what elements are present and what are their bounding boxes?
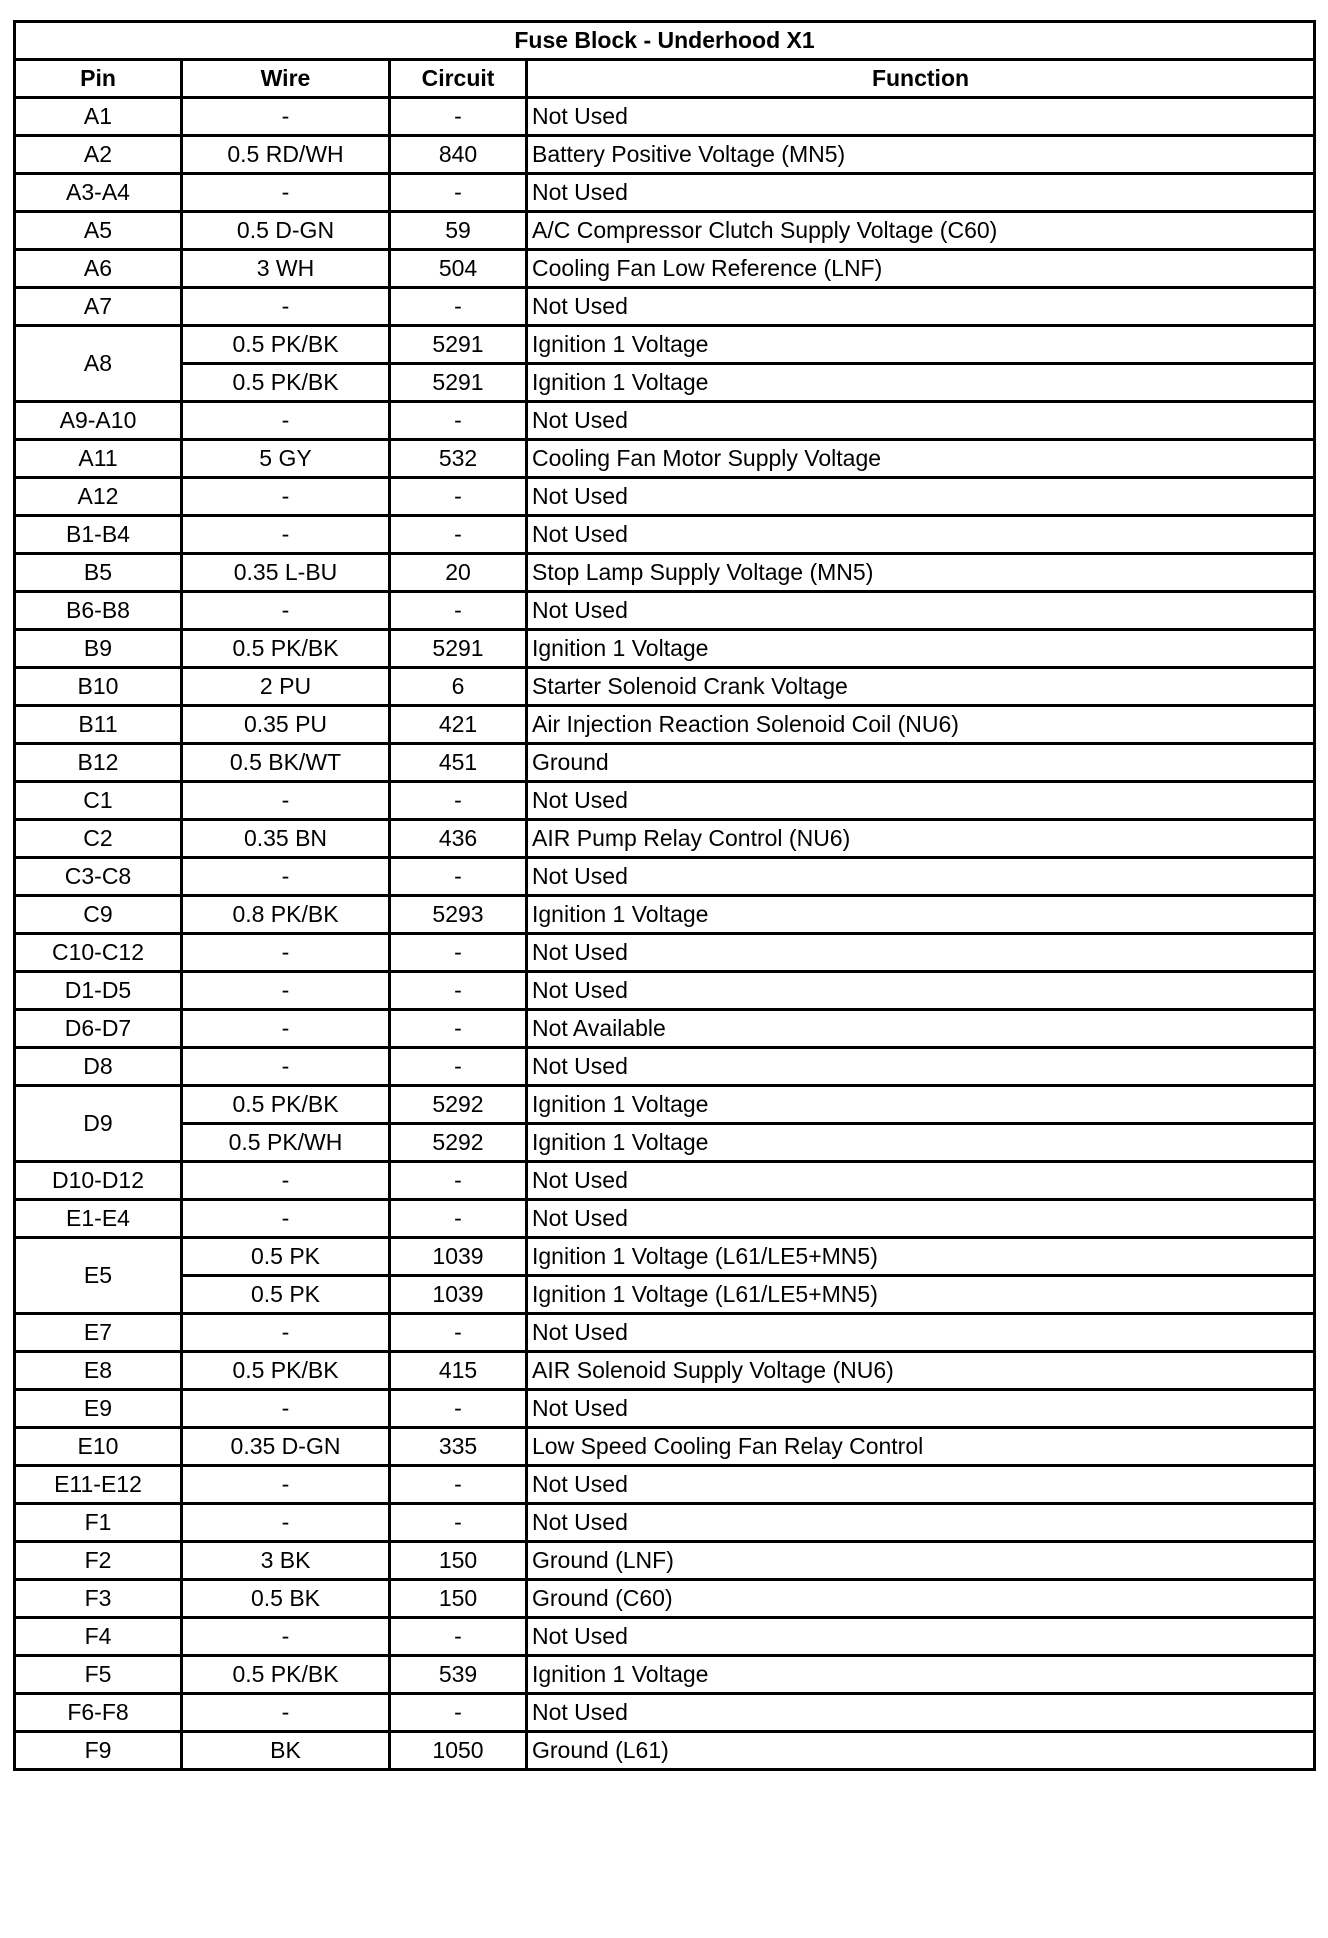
header-function: Function [527, 60, 1315, 98]
table-row [15, 136, 1315, 174]
function-cell: Ground (LNF) [527, 1542, 1315, 1580]
table-row [15, 744, 1315, 782]
table-row [15, 1352, 1315, 1390]
wire-cell: 0.35 D-GN [182, 1428, 390, 1466]
function-cell: Not Used [527, 478, 1315, 516]
wire-cell: 0.5 PK/BK [182, 1086, 390, 1124]
table-row [15, 212, 1315, 250]
circuit-cell: - [390, 1162, 527, 1200]
wire-cell: - [182, 1618, 390, 1656]
table-row [15, 592, 1315, 630]
header-wire: Wire [182, 60, 390, 98]
function-cell: Not Used [527, 1200, 1315, 1238]
function-cell: Ground (C60) [527, 1580, 1315, 1618]
circuit-cell: - [390, 1390, 527, 1428]
circuit-cell: - [390, 1694, 527, 1732]
circuit-cell: 1039 [390, 1276, 527, 1314]
circuit-cell: 6 [390, 668, 527, 706]
table-row [15, 1656, 1315, 1694]
wire-cell: - [182, 174, 390, 212]
pin-cell: F3 [15, 1580, 182, 1618]
function-cell: Not Used [527, 934, 1315, 972]
circuit-cell: - [390, 1200, 527, 1238]
pin-cell: A9-A10 [15, 402, 182, 440]
circuit-cell: 5293 [390, 896, 527, 934]
circuit-cell: - [390, 174, 527, 212]
pin-cell: A1 [15, 98, 182, 136]
pin-cell: C3-C8 [15, 858, 182, 896]
circuit-cell: 5291 [390, 630, 527, 668]
circuit-cell: - [390, 288, 527, 326]
function-cell: Low Speed Cooling Fan Relay Control [527, 1428, 1315, 1466]
table-row [15, 478, 1315, 516]
pin-cell: A7 [15, 288, 182, 326]
pin-cell: A12 [15, 478, 182, 516]
pin-cell: A2 [15, 136, 182, 174]
table-row [15, 1162, 1315, 1200]
table-row [15, 402, 1315, 440]
wire-cell: 5 GY [182, 440, 390, 478]
function-cell: Ignition 1 Voltage [527, 1124, 1315, 1162]
wire-cell: - [182, 402, 390, 440]
table-row [15, 516, 1315, 554]
wire-cell: - [182, 1162, 390, 1200]
function-cell: Ignition 1 Voltage (L61/LE5+MN5) [527, 1276, 1315, 1314]
circuit-cell: 150 [390, 1580, 527, 1618]
table-row [15, 1732, 1315, 1770]
wire-cell: 0.5 PK [182, 1276, 390, 1314]
table-row [15, 554, 1315, 592]
function-cell: Not Used [527, 288, 1315, 326]
circuit-cell: 415 [390, 1352, 527, 1390]
function-cell: AIR Pump Relay Control (NU6) [527, 820, 1315, 858]
wire-cell: BK [182, 1732, 390, 1770]
pin-cell: F2 [15, 1542, 182, 1580]
table-body [15, 98, 1315, 1770]
function-cell: Not Used [527, 98, 1315, 136]
wire-cell: 0.5 PK/BK [182, 364, 390, 402]
pin-cell: D1-D5 [15, 972, 182, 1010]
wire-cell: - [182, 1390, 390, 1428]
pin-cell: C10-C12 [15, 934, 182, 972]
pin-cell: B5 [15, 554, 182, 592]
wire-cell: 3 BK [182, 1542, 390, 1580]
wire-cell: - [182, 1504, 390, 1542]
wire-cell: 2 PU [182, 668, 390, 706]
table-row [15, 1618, 1315, 1656]
pin-cell: B6-B8 [15, 592, 182, 630]
table-row [15, 782, 1315, 820]
circuit-cell: 5292 [390, 1124, 527, 1162]
function-cell: Ground (L61) [527, 1732, 1315, 1770]
wire-cell: 0.35 BN [182, 820, 390, 858]
function-cell: Not Used [527, 1162, 1315, 1200]
circuit-cell: 1050 [390, 1732, 527, 1770]
circuit-cell: - [390, 782, 527, 820]
table-row [15, 1200, 1315, 1238]
circuit-cell: - [390, 1504, 527, 1542]
wire-cell: - [182, 516, 390, 554]
pin-cell: D6-D7 [15, 1010, 182, 1048]
wire-cell: 0.5 D-GN [182, 212, 390, 250]
function-cell: Air Injection Reaction Solenoid Coil (NU6) [527, 706, 1315, 744]
pin-cell: F5 [15, 1656, 182, 1694]
pin-cell: E9 [15, 1390, 182, 1428]
function-cell: Ignition 1 Voltage [527, 1656, 1315, 1694]
wire-cell: 0.5 PK/BK [182, 326, 390, 364]
circuit-cell: 1039 [390, 1238, 527, 1276]
wire-cell: 0.5 PK/BK [182, 1352, 390, 1390]
pin-cell: B1-B4 [15, 516, 182, 554]
table-row [15, 972, 1315, 1010]
table-row [15, 440, 1315, 478]
wire-cell: 0.35 L-BU [182, 554, 390, 592]
pin-cell: E5 [15, 1238, 182, 1314]
function-cell: Not Available [527, 1010, 1315, 1048]
table-title: Fuse Block - Underhood X1 [15, 22, 1315, 60]
function-cell: Not Used [527, 592, 1315, 630]
circuit-cell: 539 [390, 1656, 527, 1694]
table-row [15, 1542, 1315, 1580]
circuit-cell: - [390, 478, 527, 516]
circuit-cell: - [390, 858, 527, 896]
table-row [15, 1694, 1315, 1732]
function-cell: Not Used [527, 782, 1315, 820]
pin-cell: A6 [15, 250, 182, 288]
table-row [15, 326, 1315, 364]
pin-cell: F4 [15, 1618, 182, 1656]
table-row [15, 706, 1315, 744]
circuit-cell: 5291 [390, 364, 527, 402]
circuit-cell: - [390, 98, 527, 136]
table-row [15, 1580, 1315, 1618]
wire-cell: 0.35 PU [182, 706, 390, 744]
wire-cell: 0.5 BK [182, 1580, 390, 1618]
pin-cell: B11 [15, 706, 182, 744]
pin-cell: E7 [15, 1314, 182, 1352]
circuit-cell: 840 [390, 136, 527, 174]
pin-cell: C1 [15, 782, 182, 820]
wire-cell: - [182, 1466, 390, 1504]
circuit-cell: 59 [390, 212, 527, 250]
function-cell: Starter Solenoid Crank Voltage [527, 668, 1315, 706]
wire-cell: - [182, 972, 390, 1010]
circuit-cell: - [390, 1466, 527, 1504]
function-cell: Not Used [527, 1618, 1315, 1656]
table-row [15, 1010, 1315, 1048]
pin-cell: C9 [15, 896, 182, 934]
function-cell: Cooling Fan Motor Supply Voltage [527, 440, 1315, 478]
function-cell: Cooling Fan Low Reference (LNF) [527, 250, 1315, 288]
wire-cell: - [182, 1010, 390, 1048]
table-row [15, 1390, 1315, 1428]
wire-cell: 0.5 PK/BK [182, 1656, 390, 1694]
circuit-cell: - [390, 972, 527, 1010]
function-cell: Not Used [527, 174, 1315, 212]
table-row [15, 250, 1315, 288]
table-row [15, 1466, 1315, 1504]
wire-cell: - [182, 858, 390, 896]
pin-cell: B12 [15, 744, 182, 782]
wire-cell: 0.5 PK/BK [182, 630, 390, 668]
wire-cell: - [182, 1200, 390, 1238]
pin-cell: A11 [15, 440, 182, 478]
table-row [15, 1428, 1315, 1466]
function-cell: Stop Lamp Supply Voltage (MN5) [527, 554, 1315, 592]
function-cell: Not Used [527, 1466, 1315, 1504]
wire-cell: 0.5 BK/WT [182, 744, 390, 782]
table-row [15, 1238, 1315, 1276]
circuit-cell: 335 [390, 1428, 527, 1466]
circuit-cell: - [390, 402, 527, 440]
wire-cell: 0.8 PK/BK [182, 896, 390, 934]
table-row [15, 1504, 1315, 1542]
function-cell: Ignition 1 Voltage [527, 364, 1315, 402]
wire-cell: 0.5 PK [182, 1238, 390, 1276]
table-row [15, 1124, 1315, 1162]
circuit-cell: - [390, 592, 527, 630]
wire-cell: 0.5 PK/WH [182, 1124, 390, 1162]
circuit-cell: 451 [390, 744, 527, 782]
circuit-cell: 436 [390, 820, 527, 858]
table-row [15, 98, 1315, 136]
function-cell: Ignition 1 Voltage [527, 326, 1315, 364]
wire-cell: - [182, 478, 390, 516]
circuit-cell: - [390, 934, 527, 972]
circuit-cell: - [390, 1618, 527, 1656]
function-cell: Not Used [527, 972, 1315, 1010]
function-cell: Ground [527, 744, 1315, 782]
table-row [15, 668, 1315, 706]
pin-cell: F9 [15, 1732, 182, 1770]
circuit-cell: 532 [390, 440, 527, 478]
wire-cell: - [182, 934, 390, 972]
table-row [15, 858, 1315, 896]
function-cell: Not Used [527, 858, 1315, 896]
table-row [15, 934, 1315, 972]
function-cell: Ignition 1 Voltage [527, 630, 1315, 668]
pin-cell: A8 [15, 326, 182, 402]
pin-cell: F6-F8 [15, 1694, 182, 1732]
wire-cell: - [182, 98, 390, 136]
wire-cell: 0.5 RD/WH [182, 136, 390, 174]
table-row [15, 1048, 1315, 1086]
pin-cell: F1 [15, 1504, 182, 1542]
table-row [15, 174, 1315, 212]
table-row [15, 288, 1315, 326]
fuse-block-table [13, 20, 1316, 1771]
pin-cell: E8 [15, 1352, 182, 1390]
pin-cell: E10 [15, 1428, 182, 1466]
wire-cell: - [182, 1314, 390, 1352]
circuit-cell: 421 [390, 706, 527, 744]
table-row [15, 896, 1315, 934]
function-cell: Ignition 1 Voltage [527, 896, 1315, 934]
function-cell: Not Used [527, 516, 1315, 554]
pin-cell: E1-E4 [15, 1200, 182, 1238]
function-cell: Not Used [527, 1504, 1315, 1542]
circuit-cell: - [390, 516, 527, 554]
pin-cell: E11-E12 [15, 1466, 182, 1504]
pin-cell: D10-D12 [15, 1162, 182, 1200]
function-cell: Ignition 1 Voltage (L61/LE5+MN5) [527, 1238, 1315, 1276]
function-cell: Not Used [527, 402, 1315, 440]
circuit-cell: 5292 [390, 1086, 527, 1124]
wire-cell: 3 WH [182, 250, 390, 288]
circuit-cell: - [390, 1314, 527, 1352]
pin-cell: C2 [15, 820, 182, 858]
header-row [15, 60, 1315, 98]
circuit-cell: 5291 [390, 326, 527, 364]
header-pin: Pin [15, 60, 182, 98]
function-cell: Ignition 1 Voltage [527, 1086, 1315, 1124]
header-circuit: Circuit [390, 60, 527, 98]
circuit-cell: 504 [390, 250, 527, 288]
table-row [15, 364, 1315, 402]
wire-cell: - [182, 1048, 390, 1086]
function-cell: A/C Compressor Clutch Supply Voltage (C60) [527, 212, 1315, 250]
function-cell: Not Used [527, 1048, 1315, 1086]
function-cell: AIR Solenoid Supply Voltage (NU6) [527, 1352, 1315, 1390]
pin-cell: D9 [15, 1086, 182, 1162]
circuit-cell: - [390, 1048, 527, 1086]
pin-cell: B9 [15, 630, 182, 668]
circuit-cell: - [390, 1010, 527, 1048]
table-row [15, 820, 1315, 858]
wire-cell: - [182, 1694, 390, 1732]
pin-cell: A3-A4 [15, 174, 182, 212]
table-row [15, 1314, 1315, 1352]
function-cell: Battery Positive Voltage (MN5) [527, 136, 1315, 174]
circuit-cell: 20 [390, 554, 527, 592]
wire-cell: - [182, 782, 390, 820]
pin-cell: B10 [15, 668, 182, 706]
function-cell: Not Used [527, 1694, 1315, 1732]
table-row [15, 1276, 1315, 1314]
title-row [15, 22, 1315, 60]
pin-cell: A5 [15, 212, 182, 250]
wire-cell: - [182, 288, 390, 326]
table-row [15, 630, 1315, 668]
pin-cell: D8 [15, 1048, 182, 1086]
wire-cell: - [182, 592, 390, 630]
function-cell: Not Used [527, 1314, 1315, 1352]
circuit-cell: 150 [390, 1542, 527, 1580]
table-row [15, 1086, 1315, 1124]
function-cell: Not Used [527, 1390, 1315, 1428]
